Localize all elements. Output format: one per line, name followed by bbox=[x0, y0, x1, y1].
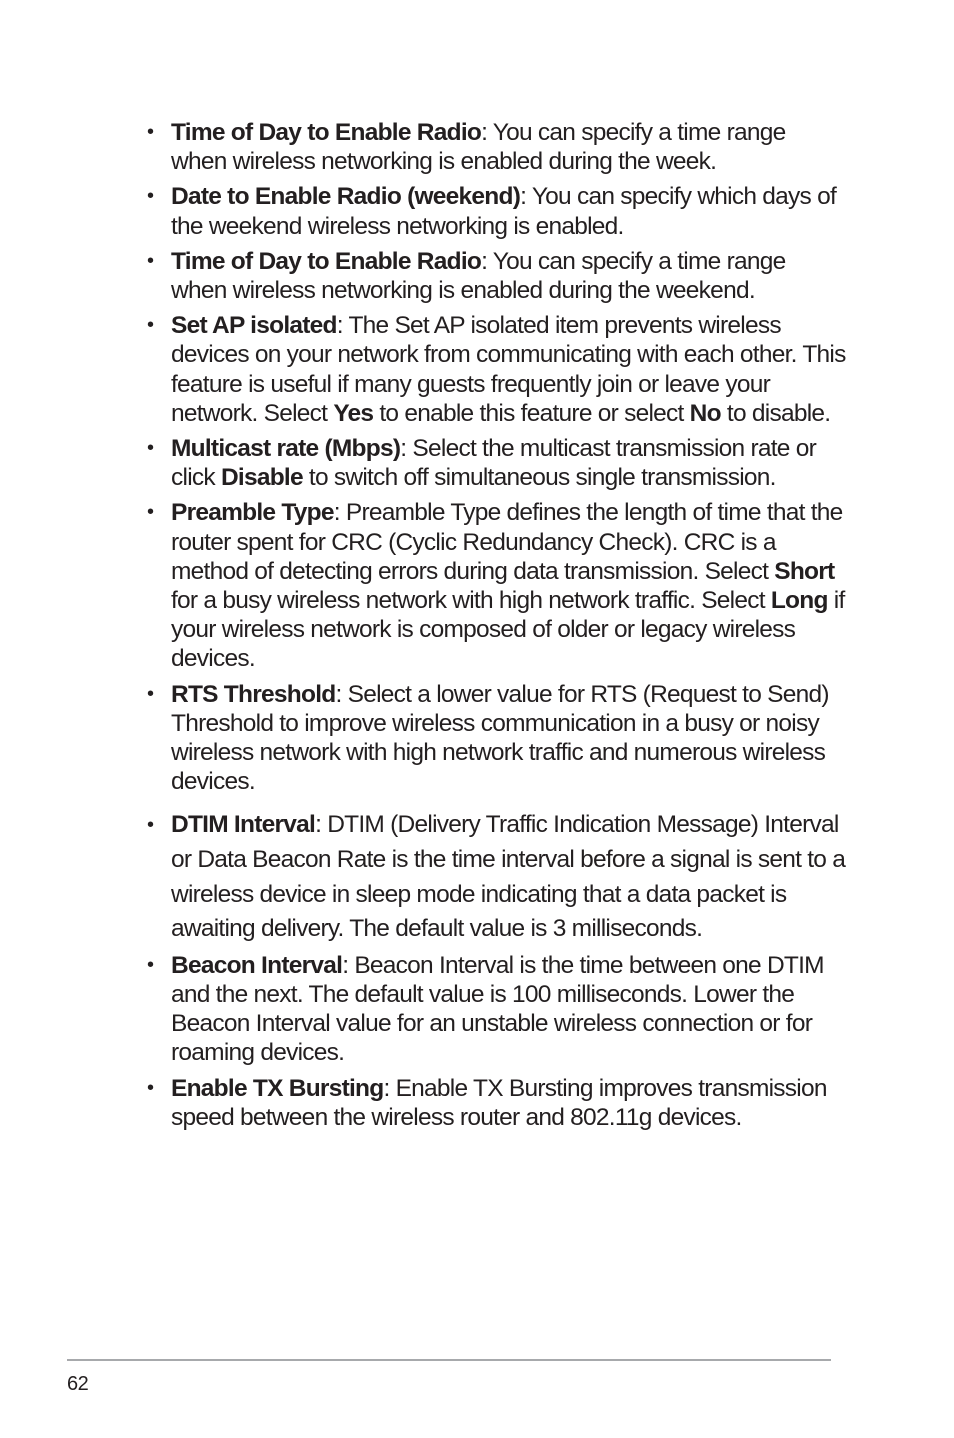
item-term: Beacon Interval bbox=[171, 951, 343, 979]
option-no: No bbox=[689, 399, 721, 427]
list-item-time-of-day-weekend: • Time of Day to Enable Radio: You can specify a time range when wireless networking is enabled during the weekend. bbox=[146, 247, 846, 305]
item-term: RTS Threshold bbox=[171, 680, 336, 708]
item-term: Date to Enable Radio (weekend) bbox=[171, 183, 521, 211]
list-item-dtim-interval: • DTIM Interval: DTIM (Delivery Traffic Indication Message) Interval or Data Beacon Rate is the time interval before a signal is sent to a wireless device in sleep mode indicating that a data packet is awaiting delivery. The default value is 3 milliseconds. bbox=[146, 808, 846, 946]
list-item-preamble-type: • Preamble Type: Preamble Type defines the length of time that the router spent for CRC (Cyclic Redundancy Check). CRC is a method of detecting errors during data transmission. Select Short for a busy wireless network with high network traffic. Select Long if your wireless network is composed of older or legacy wireless devices. bbox=[146, 498, 846, 673]
option-short: Short bbox=[774, 557, 835, 585]
item-description: You can specify which days of the weekend wireless networking is enabled. bbox=[171, 183, 837, 240]
settings-description-list bbox=[146, 118, 846, 1138]
list-item-time-of-day-weekday: • Time of Day to Enable Radio: You can specify a time range when wireless networking is enabled during the week. bbox=[146, 118, 846, 176]
item-description: Beacon Interval is the time between one DTIM and the next. The default value is 100 milliseconds. Lower the Beacon Interval value for an unstable wireless connection or for roaming devices. bbox=[171, 951, 824, 1067]
item-term: DTIM Interval bbox=[171, 811, 316, 839]
option-yes: Yes bbox=[333, 399, 374, 427]
item-description: Select a lower value for RTS (Request to Send) Threshold to improve wireless communication in a busy or noisy wireless network with high network traffic and numerous wireless devices. bbox=[171, 680, 829, 796]
item-term: Time of Day to Enable Radio bbox=[171, 247, 482, 275]
item-description: You can specify a time range when wireless networking is enabled during the week. bbox=[171, 119, 786, 176]
item-term: Set AP isolated bbox=[171, 312, 337, 340]
item-term: Enable TX Bursting bbox=[171, 1074, 384, 1102]
list-item-beacon-interval: • Beacon Interval: Beacon Interval is the time between one DTIM and the next. The default value is 100 milliseconds. Lower the Beacon Interval value for an unstable wireless connection or for roaming devices. bbox=[146, 951, 846, 1068]
list-item-enable-tx-bursting: • Enable TX Bursting: Enable TX Bursting improves transmission speed between the wireless router and 802.11g devices. bbox=[146, 1074, 846, 1132]
item-description: DTIM (Delivery Traffic Indication Message) Interval or Data Beacon Rate is the time interval before a signal is sent to a wireless device in sleep mode indicating that a data packet is awaiting delivery. The default value is 3 milliseconds. bbox=[171, 811, 846, 943]
footer-divider bbox=[67, 1359, 831, 1361]
item-term: Multicast rate (Mbps) bbox=[171, 435, 401, 463]
item-description: You can specify a time range when wireless networking is enabled during the weekend. bbox=[171, 247, 786, 305]
option-long: Long bbox=[770, 587, 828, 615]
page-number: 62 bbox=[67, 1373, 89, 1395]
list-item-rts-threshold: • RTS Threshold: Select a lower value for RTS (Request to Send) Threshold to improve wireless communication in a busy or noisy wireless network with high network traffic and numerous wireless devices. bbox=[146, 680, 846, 797]
item-description: Enable TX Bursting improves transmission speed between the wireless router and 802.11g devices. bbox=[171, 1074, 827, 1131]
option-disable: Disable bbox=[220, 464, 303, 492]
item-term: Time of Day to Enable Radio bbox=[171, 119, 482, 146]
list-item-date-weekend: • Date to Enable Radio (weekend): You can specify which days of the weekend wireless networking is enabled. bbox=[146, 182, 846, 240]
list-item-multicast-rate: • Multicast rate (Mbps): Select the multicast transmission rate or click Disable to switch off simultaneous single transmission. bbox=[146, 434, 846, 492]
list-item-set-ap-isolated: • Set AP isolated: The Set AP isolated item prevents wireless devices on your network from communicating with each other. This feature is useful if many guests frequently join or leave your network. Select Yes to enable this feature or select No to disable. bbox=[146, 311, 846, 428]
item-term: Preamble Type bbox=[171, 499, 334, 527]
